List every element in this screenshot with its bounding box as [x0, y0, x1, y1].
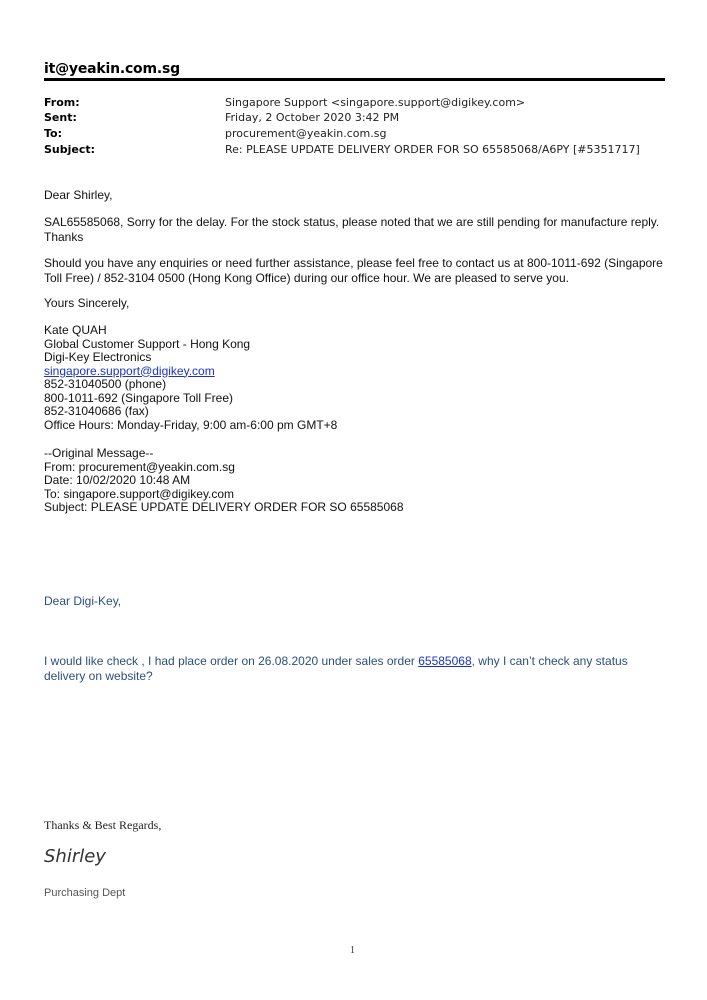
sent-value: Friday, 2 October 2020 3:42 PM — [225, 111, 400, 124]
page-number: 1 — [350, 945, 355, 956]
original-to: To: singapore.support@digikey.com — [44, 486, 235, 501]
signature-block — [44, 324, 337, 432]
sent-label: Sent: — [44, 111, 77, 124]
from-label: From: — [44, 96, 80, 109]
original-message-header — [44, 447, 404, 515]
subject-label: Subject: — [44, 143, 96, 156]
signature-toll-free: 800-1011-692 (Singapore Toll Free) — [44, 390, 234, 405]
original-dept: Purchasing Dept — [44, 887, 126, 899]
to-label: To: — [44, 127, 62, 140]
original-message-text-1: I would like check , I had place order on 26.08.2020 under sales order — [44, 654, 419, 668]
original-greeting: Dear Digi-Key, — [44, 594, 122, 608]
signature-phone: 852-31040500 (phone) — [44, 377, 167, 391]
reply-closing: Yours Sincerely, — [44, 296, 130, 310]
to-value: procurement@yeakin.com.sg — [225, 127, 387, 140]
signature-title: Global Customer Support - Hong Kong — [44, 336, 251, 351]
original-message-text-2: , why I can’t check any status delivery on website? — [44, 654, 628, 683]
header-divider — [44, 78, 665, 81]
sales-order-link[interactable]: 65585068 — [418, 654, 472, 668]
signature-email-link[interactable]: singapore.support@digikey.com — [44, 363, 215, 378]
handwritten-signature: Shirley — [44, 846, 106, 867]
signature-fax: 852-31040686 (fax) — [44, 404, 149, 418]
from-value: Singapore Support <singapore.support@digikey.com> — [225, 96, 526, 109]
original-from: From: procurement@yeakin.com.sg — [44, 459, 235, 474]
account-email: it@yeakin.com.sg — [44, 61, 180, 77]
original-marker: --Original Message-- — [44, 446, 154, 460]
reply-greeting: Dear Shirley, — [44, 188, 113, 202]
original-date: Date: 10/02/2020 10:48 AM — [44, 473, 191, 487]
signature-hours: Office Hours: Monday-Friday, 9:00 am-6:00 pm GMT+8 — [44, 417, 338, 432]
signature-name: Kate QUAH — [44, 323, 107, 337]
original-subject: Subject: PLEASE UPDATE DELIVERY ORDER FOR SO 65585068 — [44, 500, 404, 514]
reply-paragraph-2: Should you have any enquiries or need further assistance, please feel free to contact us at 800-1011-692 (Singapore Toll Free) / 852-3104 0500 (Hong Kong Office) during our office hour. We are pleased to serve you. — [44, 256, 663, 285]
subject-value: Re: PLEASE UPDATE DELIVERY ORDER FOR SO 65585068/A6PY [#5351717] — [225, 143, 640, 156]
signature-company: Digi-Key Electronics — [44, 350, 152, 364]
original-message-body — [44, 654, 644, 684]
original-regards: Thanks & Best Regards, — [44, 818, 162, 832]
reply-paragraph-1: SAL65585068, Sorry for the delay. For the stock status, please noted that we are still pending for manufacture reply. Thanks — [44, 215, 660, 244]
